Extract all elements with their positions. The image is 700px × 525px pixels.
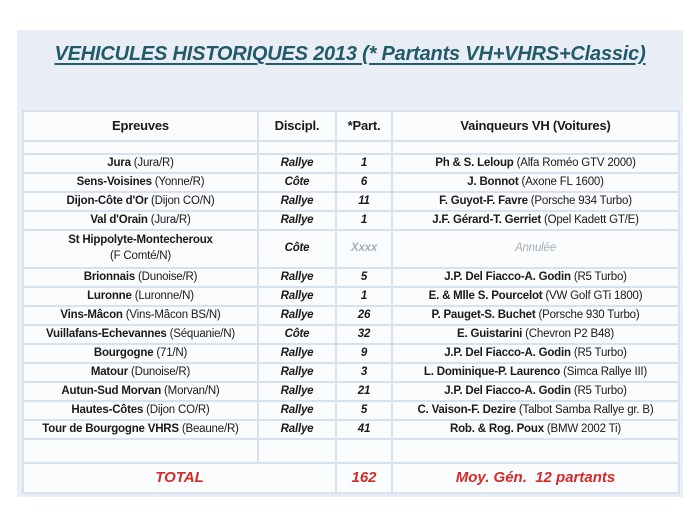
event-detail: (Dijon CO/N) <box>148 194 215 207</box>
event-name: Sens-Voisines <box>76 175 152 188</box>
partants-cell: 5 <box>336 268 392 287</box>
event-detail: (Jura/R) <box>147 213 191 226</box>
event-cell <box>23 363 258 382</box>
spacer-row <box>23 439 679 463</box>
event-name: Bourgogne <box>93 346 154 359</box>
event-cell <box>23 344 258 363</box>
event-detail: (Luronne/N) <box>131 289 194 302</box>
partants-cell: 26 <box>336 306 392 325</box>
event-detail: (Vins-Mâcon BS/N) <box>122 308 221 321</box>
winner-car: (BMW 2002 Ti) <box>543 422 621 435</box>
winner-cell <box>392 306 679 325</box>
event-name: Jura <box>107 156 131 169</box>
winner-car: (R5 Turbo) <box>570 346 627 359</box>
partants-cell: Xxxx <box>336 230 392 268</box>
spacer-cell <box>336 141 392 154</box>
spacer-cell <box>23 141 258 154</box>
winner-name: J.F. Gérard-T. Gerriet <box>432 213 541 226</box>
event-cell <box>23 192 258 211</box>
discipline-cell: Rallye <box>258 306 336 325</box>
event-name: Autun-Sud Morvan <box>61 384 162 397</box>
header-row <box>23 111 679 141</box>
total-row <box>23 463 679 493</box>
discipline-cell: Rallye <box>258 420 336 439</box>
table-row <box>23 192 679 211</box>
spacer-cell <box>23 439 258 463</box>
table-row <box>23 325 679 344</box>
winner-name: Ph & S. Leloup <box>435 156 514 169</box>
event-detail: (Yonne/R) <box>151 175 205 188</box>
event-detail: (Morvan/N) <box>161 384 220 397</box>
event-cell <box>23 420 258 439</box>
spacer-cell <box>258 439 336 463</box>
event-name: Vuillafans-Echevannes <box>45 327 167 340</box>
table-row <box>23 363 679 382</box>
spacer-cell <box>258 141 336 154</box>
event-cell <box>23 154 258 173</box>
winner-cell <box>392 401 679 420</box>
discipline-cell: Côte <box>258 173 336 192</box>
winner-cell <box>392 363 679 382</box>
table-row <box>23 173 679 192</box>
table-row <box>23 401 679 420</box>
header-vainqueurs: Vainqueurs VH (Voitures) <box>392 111 679 141</box>
discipline-cell: Côte <box>258 325 336 344</box>
spacer-cell <box>392 439 679 463</box>
winner-cell <box>392 287 679 306</box>
event-cell <box>23 173 258 192</box>
partants-cell: 1 <box>336 287 392 306</box>
event-detail: (Dunoise/R) <box>127 365 191 378</box>
winner-name: L. Dominique-P. Laurenco <box>423 365 561 378</box>
partants-cell: 32 <box>336 325 392 344</box>
partants-cell: 41 <box>336 420 392 439</box>
winner-name: J.P. Del Fiacco-A. Godin <box>444 270 571 283</box>
table-row <box>23 382 679 401</box>
winner-car: (VW Golf GTi 1800) <box>542 289 643 302</box>
winner-car: (Porsche 934 Turbo) <box>527 194 632 207</box>
event-cell <box>23 382 258 401</box>
winner-cell <box>392 173 679 192</box>
header-discipline: Discipl. <box>258 111 336 141</box>
winner-cell <box>392 154 679 173</box>
event-cell <box>23 325 258 344</box>
table-row <box>23 287 679 306</box>
discipline-cell: Rallye <box>258 192 336 211</box>
winner-cell <box>392 420 679 439</box>
discipline-cell: Rallye <box>258 363 336 382</box>
event-cell <box>23 306 258 325</box>
winner-name: F. Guyot-F. Favre <box>439 194 528 207</box>
event-cell <box>23 401 258 420</box>
partants-cell: 21 <box>336 382 392 401</box>
winner-car: (Opel Kadett GT/E) <box>540 213 639 226</box>
discipline-cell: Rallye <box>258 211 336 230</box>
event-cell <box>23 211 258 230</box>
partants-cell: 11 <box>336 192 392 211</box>
winner-name: J. Bonnot <box>467 175 519 188</box>
slide-panel <box>17 30 683 497</box>
event-name: Matour <box>90 365 128 378</box>
winner-car: (R5 Turbo) <box>570 384 627 397</box>
winner-cell <box>392 325 679 344</box>
total-note-cell: Moy. Gén. 12 partants <box>392 463 679 493</box>
event-detail: (Jura/R) <box>130 156 174 169</box>
table-row <box>23 344 679 363</box>
event-name: Val d'Orain <box>90 213 148 226</box>
winner-cell <box>392 344 679 363</box>
discipline-cell: Rallye <box>258 268 336 287</box>
winner-car: (Axone FL 1600) <box>518 175 604 188</box>
winner-name: Rob. & Rog. Poux <box>450 422 544 435</box>
spacer-cell <box>336 439 392 463</box>
table-row <box>23 154 679 173</box>
event-detail: (Séquanie/N) <box>166 327 235 340</box>
event-name: Brionnais <box>83 270 136 283</box>
discipline-cell: Rallye <box>258 344 336 363</box>
winner-name: J.P. Del Fiacco-A. Godin <box>444 384 571 397</box>
partants-cell: 1 <box>336 211 392 230</box>
partants-cell: 1 <box>336 154 392 173</box>
total-partants-cell: 162 <box>336 463 392 493</box>
event-detail: (71/N) <box>153 346 188 359</box>
table-row <box>23 230 679 268</box>
winner-name: C. Vaison-F. Dezire <box>417 403 516 416</box>
discipline-cell: Rallye <box>258 401 336 420</box>
header-epreuves: Epreuves <box>23 111 258 141</box>
event-name: St Hippolyte-Montecheroux <box>68 234 213 247</box>
event-detail: (Dunoise/R) <box>135 270 198 283</box>
winner-cell <box>392 268 679 287</box>
event-cell <box>23 268 258 287</box>
winner-cell: Annulée <box>392 230 679 268</box>
table-row <box>23 268 679 287</box>
discipline-cell: Rallye <box>258 154 336 173</box>
winner-name: P. Pauget-S. Buchet <box>431 308 536 321</box>
event-name: Hautes-Côtes <box>71 403 144 416</box>
discipline-cell: Rallye <box>258 382 336 401</box>
event-name: Tour de Bourgogne VHRS <box>42 422 179 435</box>
partants-cell: 9 <box>336 344 392 363</box>
discipline-cell: Côte <box>258 230 336 268</box>
winner-name: E. & Mlle S. Pourcelot <box>428 289 543 302</box>
event-detail: (Beaune/R) <box>178 422 239 435</box>
total-label-cell: TOTAL <box>23 463 336 493</box>
event-detail: (Dijon CO/R) <box>143 403 210 416</box>
winner-name: E. Guistarini <box>457 327 523 340</box>
winner-car: (Porsche 930 Turbo) <box>535 308 640 321</box>
winner-car: (Talbot Samba Rallye gr. B) <box>515 403 654 416</box>
header-partants: *Part. <box>336 111 392 141</box>
event-name: Luronne <box>87 289 132 302</box>
table-row <box>23 420 679 439</box>
partants-cell: 5 <box>336 401 392 420</box>
results-table <box>22 110 680 494</box>
event-cell <box>23 287 258 306</box>
partants-cell: 3 <box>336 363 392 382</box>
winner-cell <box>392 211 679 230</box>
spacer-row <box>23 141 679 154</box>
event-name: Vins-Mâcon <box>60 308 123 321</box>
discipline-cell: Rallye <box>258 287 336 306</box>
winner-car: (Simca Rallye III) <box>560 365 648 378</box>
winner-name: J.P. Del Fiacco-A. Godin <box>444 346 571 359</box>
winner-cell <box>392 382 679 401</box>
table-row <box>23 211 679 230</box>
table-row <box>23 306 679 325</box>
winner-car: (R5 Turbo) <box>570 270 627 283</box>
partants-cell: 6 <box>336 173 392 192</box>
event-cell <box>23 230 258 268</box>
event-detail: (F Comté/N) <box>109 250 172 262</box>
spacer-cell <box>392 141 679 154</box>
winner-cell <box>392 192 679 211</box>
page-title: VEHICULES HISTORIQUES 2013 (* Partants VH+VHRS+Classic) <box>54 43 646 65</box>
winner-car: (Chevron P2 B48) <box>522 327 614 340</box>
event-name: Dijon-Côte d'Or <box>66 194 149 207</box>
winner-car: (Alfa Roméo GTV 2000) <box>513 156 636 169</box>
